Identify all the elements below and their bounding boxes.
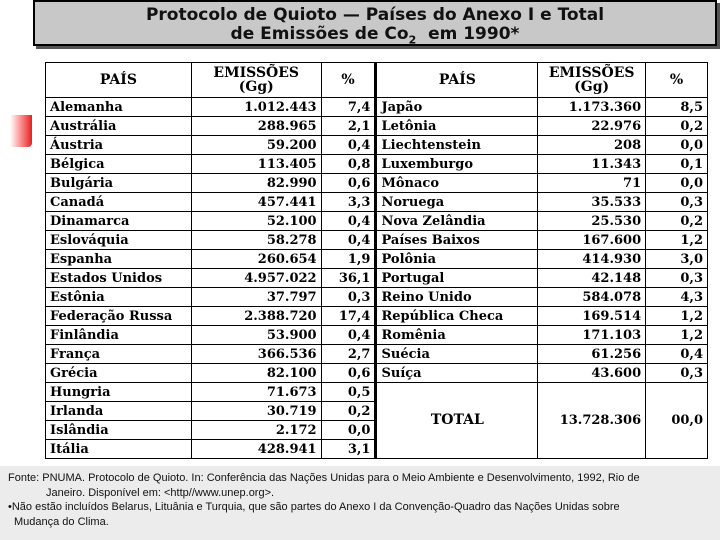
- country-name: Grécia: [46, 364, 192, 383]
- emissions-value: 366.536: [191, 345, 321, 364]
- percent-value: 8,5: [646, 98, 708, 117]
- country-name: Eslováquia: [46, 231, 192, 250]
- percent-value: 36,1: [321, 269, 376, 288]
- country-name: Liechtenstein: [376, 136, 538, 155]
- total-label: TOTAL: [376, 383, 538, 459]
- country-name: França: [46, 345, 192, 364]
- country-name: Letônia: [376, 117, 538, 136]
- emissions-value: 2.172: [191, 421, 321, 440]
- percent-value: 2,1: [321, 117, 376, 136]
- emissions-value: 58.278: [191, 231, 321, 250]
- total-percent: 00,0: [646, 383, 708, 459]
- emissions-value: 1.012.443: [191, 98, 321, 117]
- percent-value: 0,0: [646, 174, 708, 193]
- emissions-value: 288.965: [191, 117, 321, 136]
- table-row: [46, 364, 708, 383]
- emissions-value: 42.148: [538, 269, 646, 288]
- percent-value: 0,5: [321, 383, 376, 402]
- percent-value: 0,8: [321, 155, 376, 174]
- country-name: Estados Unidos: [46, 269, 192, 288]
- country-name: Finlândia: [46, 326, 192, 345]
- emissions-value: 25.530: [538, 212, 646, 231]
- table-row: [46, 383, 708, 402]
- footnote-note: •Não estão incluídos Belarus, Lituânia e Turquia, que são partes do Anexo I da Convenção-Quadro das Nações Unidas sobre: [8, 501, 620, 513]
- emissions-value: 82.990: [191, 174, 321, 193]
- country-name: Portugal: [376, 269, 538, 288]
- emissions-value: 43.600: [538, 364, 646, 383]
- header-percent-right: %: [646, 63, 708, 98]
- percent-value: 0,2: [321, 402, 376, 421]
- table-row: [46, 326, 708, 345]
- emissions-value: 167.600: [538, 231, 646, 250]
- emissions-value: 169.514: [538, 307, 646, 326]
- table-row: [46, 269, 708, 288]
- table-row: [46, 136, 708, 155]
- table-row: [46, 174, 708, 193]
- percent-value: 0,4: [646, 345, 708, 364]
- header-country-right: PAÍS: [376, 63, 538, 98]
- country-name: República Checa: [376, 307, 538, 326]
- emissions-value: 4.957.022: [191, 269, 321, 288]
- percent-value: 0,3: [321, 288, 376, 307]
- title-subscript: 2: [408, 33, 417, 47]
- header-emissions-label: EMISSÕES: [213, 65, 300, 81]
- table-row: [46, 117, 708, 136]
- country-name: Nova Zelândia: [376, 212, 538, 231]
- percent-value: 3,3: [321, 193, 376, 212]
- country-name: Espanha: [46, 250, 192, 269]
- emissions-value: 1.173.360: [538, 98, 646, 117]
- percent-value: 0,4: [321, 136, 376, 155]
- emissions-value: 584.078: [538, 288, 646, 307]
- percent-value: 0,4: [321, 231, 376, 250]
- emissions-value: 260.654: [191, 250, 321, 269]
- percent-value: 7,4: [321, 98, 376, 117]
- country-name: Suíça: [376, 364, 538, 383]
- emissions-value: 428.941: [191, 440, 321, 459]
- country-name: Romênia: [376, 326, 538, 345]
- country-name: Itália: [46, 440, 192, 459]
- footnote-note-cont: Mudança do Clima.: [14, 515, 109, 528]
- table-row: [46, 250, 708, 269]
- table-row: [46, 345, 708, 364]
- header-emissions-label: EMISSÕES: [548, 65, 635, 81]
- table-row: [46, 231, 708, 250]
- country-name: Suécia: [376, 345, 538, 364]
- title-line-1: Protocolo de Quioto — Países do Anexo I e Total: [145, 5, 605, 25]
- emissions-value: 53.900: [191, 326, 321, 345]
- country-name: Austrália: [46, 117, 192, 136]
- country-name: Canadá: [46, 193, 192, 212]
- emissions-value: 11.343: [538, 155, 646, 174]
- emissions-value: 59.200: [191, 136, 321, 155]
- percent-value: 4,3: [646, 288, 708, 307]
- footnote: [0, 466, 720, 540]
- emissions-value: 30.719: [191, 402, 321, 421]
- country-name: Mônaco: [376, 174, 538, 193]
- footnote-source-cont: Janeiro. Disponível em: <http//www.unep.org>.: [46, 486, 275, 499]
- page-title: [33, 0, 717, 46]
- percent-value: 0,6: [321, 174, 376, 193]
- header-percent-left: %: [321, 63, 376, 98]
- emissions-value: 171.103: [538, 326, 646, 345]
- emissions-value: 113.405: [191, 155, 321, 174]
- table-header-row: [46, 63, 708, 98]
- percent-value: 0,0: [646, 136, 708, 155]
- country-name: Luxemburgo: [376, 155, 538, 174]
- country-name: Bulgária: [46, 174, 192, 193]
- title-line-2-prefix: de Emissões de Co: [230, 24, 409, 44]
- percent-value: 1,9: [321, 250, 376, 269]
- emissions-value: 82.100: [191, 364, 321, 383]
- emissions-value: 414.930: [538, 250, 646, 269]
- table-body: [46, 98, 708, 459]
- country-name: Hungria: [46, 383, 192, 402]
- percent-value: 1,2: [646, 231, 708, 250]
- country-name: Reino Unido: [376, 288, 538, 307]
- emissions-value: 71.673: [191, 383, 321, 402]
- percent-value: 0,4: [321, 326, 376, 345]
- country-name: Áustria: [46, 136, 192, 155]
- percent-value: 3,0: [646, 250, 708, 269]
- table-row: [46, 288, 708, 307]
- country-name: Noruega: [376, 193, 538, 212]
- percent-value: 0,0: [321, 421, 376, 440]
- emissions-value: 37.797: [191, 288, 321, 307]
- table-row: [46, 98, 708, 117]
- title-line-2: [35, 25, 715, 49]
- emissions-value: 457.441: [191, 193, 321, 212]
- header-emissions-unit: (Gg): [574, 79, 610, 95]
- percent-value: 0,2: [646, 212, 708, 231]
- header-emissions-right: [538, 63, 646, 98]
- country-name: Alemanha: [46, 98, 192, 117]
- emissions-value: 35.533: [538, 193, 646, 212]
- footnote-source: Fonte: PNUMA. Protocolo de Quioto. In: Conferência das Nações Unidas para o Meio Ambiente e Desenvolvimento, 1992, Rio de: [8, 472, 640, 484]
- percent-value: 0,2: [646, 117, 708, 136]
- percent-value: 17,4: [321, 307, 376, 326]
- country-name: Islândia: [46, 421, 192, 440]
- percent-value: 0,3: [646, 364, 708, 383]
- emissions-value: 22.976: [538, 117, 646, 136]
- percent-value: 2,7: [321, 345, 376, 364]
- header-emissions-left: [191, 63, 321, 98]
- percent-value: 1,2: [646, 326, 708, 345]
- percent-value: 0,3: [646, 269, 708, 288]
- title-line-2-suffix: em 1990*: [416, 24, 520, 44]
- table-row: [46, 193, 708, 212]
- emissions-value: 208: [538, 136, 646, 155]
- country-name: Japão: [376, 98, 538, 117]
- percent-value: 1,2: [646, 307, 708, 326]
- country-name: Estônia: [46, 288, 192, 307]
- country-name: Bélgica: [46, 155, 192, 174]
- emissions-value: 2.388.720: [191, 307, 321, 326]
- country-name: Polônia: [376, 250, 538, 269]
- emissions-value: 61.256: [538, 345, 646, 364]
- header-emissions-unit: (Gg): [238, 79, 274, 95]
- table-row: [46, 307, 708, 326]
- country-name: Dinamarca: [46, 212, 192, 231]
- red-decoration: [10, 115, 32, 147]
- percent-value: 0,4: [321, 212, 376, 231]
- country-name: Irlanda: [46, 402, 192, 421]
- table-row: [46, 212, 708, 231]
- percent-value: 0,1: [646, 155, 708, 174]
- header-country-left: PAÍS: [46, 63, 192, 98]
- percent-value: 0,3: [646, 193, 708, 212]
- table-row: [46, 155, 708, 174]
- emissions-value: 52.100: [191, 212, 321, 231]
- country-name: Países Baixos: [376, 231, 538, 250]
- emissions-table: [45, 62, 708, 459]
- country-name: Federação Russa: [46, 307, 192, 326]
- total-emissions: 13.728.306: [538, 383, 646, 459]
- emissions-value: 71: [538, 174, 646, 193]
- percent-value: 3,1: [321, 440, 376, 459]
- percent-value: 0,6: [321, 364, 376, 383]
